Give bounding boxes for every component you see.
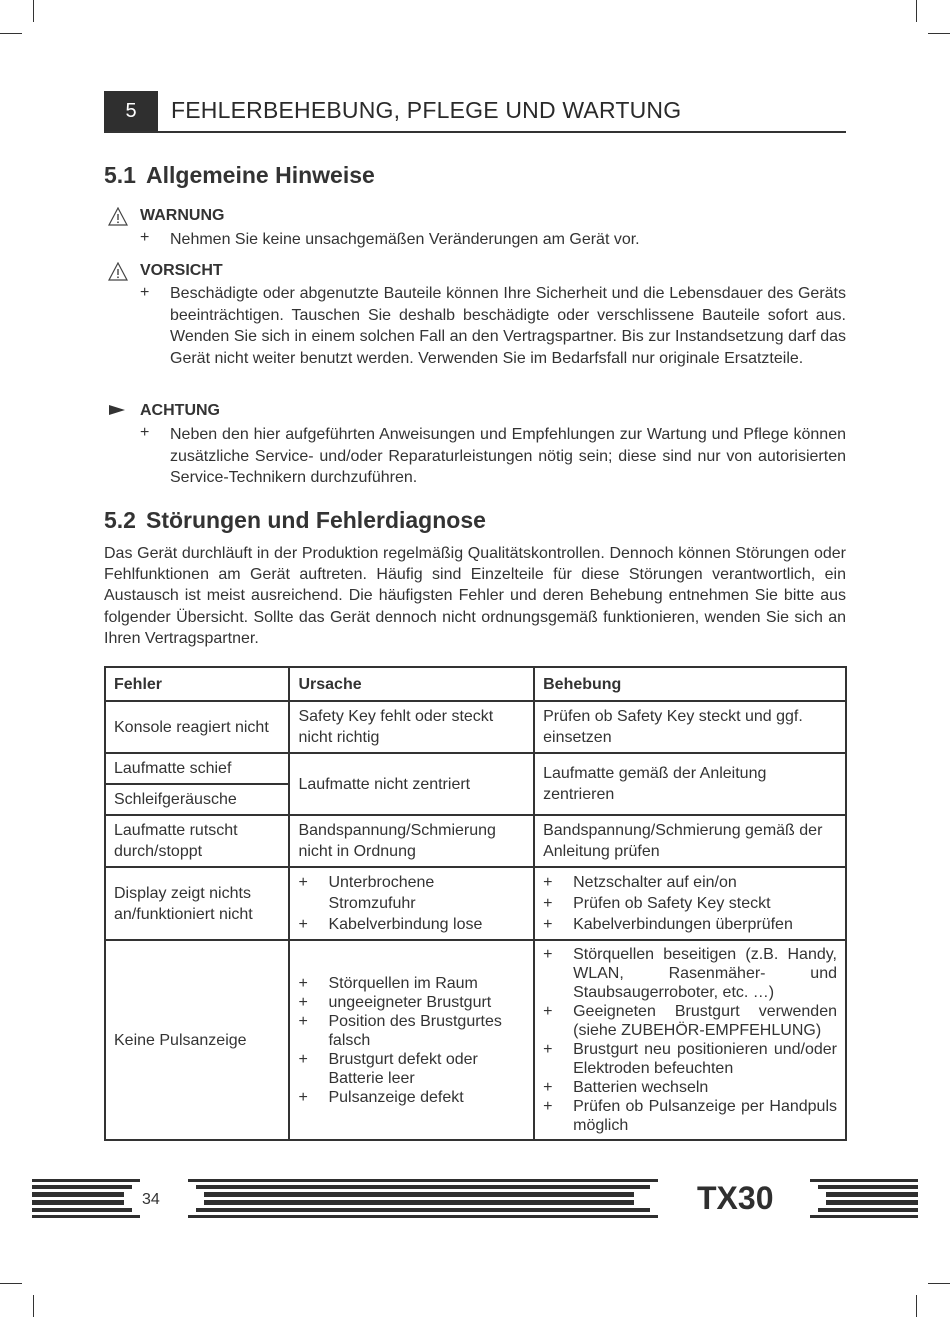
list-item: + Netzschalter auf ein/on [543,872,837,893]
crop-mark [0,33,22,34]
section-number: 5.2 [104,507,136,533]
page-number: 34 [142,1191,160,1208]
table-cell [534,940,846,1140]
table-cell: Laufmatte gemäß der Anleitung zentrieren [534,753,846,815]
list-item: + Brustgurt defekt oder Batterie leer [298,1050,525,1088]
warning-text: Nehmen Sie keine unsachgemäßen Veränderungen am Gerät vor. [170,231,640,248]
section-heading [104,507,486,534]
list-item: + Kabelverbindung lose [298,914,525,935]
table-row [105,701,846,753]
table-cell: Display zeigt nichts an/funktioniert nicht [105,867,289,940]
section-number: 5.1 [104,162,136,188]
list-item: + ungeeigneter Brustgurt [298,993,525,1012]
crop-mark [916,0,917,22]
table-cell: Bandspannung/Schmierung gemäß der Anleitung prüfen [534,815,846,867]
table-cell: Keine Pulsanzeige [105,940,289,1140]
list-item: + Brustgurt neu positionieren und/oder Elektroden befeuchten [543,1040,837,1078]
table-cell: Laufmatte schief [105,753,289,784]
model-name: TX30 [697,1180,774,1216]
table-row [105,940,846,1140]
intro-paragraph: Das Gerät durchläuft in der Produktion regelmäßig Qualitätskontrollen. Dennoch können Störungen oder Fehlfunktionen am Gerät auftreten. Häufig sind Einzelteile für diese Störungen verantwortlich, ein Austausch ist meist ausreichend. Die häufigsten Fehler und deren Behebung entnehmen Sie bitte aus folgender Übersicht. Sollte das Gerät dennoch nicht ordnungsgemäß funktionieren, wenden Sie sich an Ihren Vertragspartner. [104,545,846,647]
caution-text: Beschädigte oder abgenutzte Bauteile können Ihre Sicherheit und die Lebensdauer des Geräts beeinträchtigen. Tauschen Sie deshalb beschädigte oder verschlissene Bauteile sofort aus. Wenden Sie sich in einem solchen Fall an den Vertragspartner. Bis zur Instandsetzung darf das Gerät nicht weiter benutzt werden. Verwenden Sie im Bedarfsfall nur originale Ersatzteile. [170,285,846,367]
chapter-title: FEHLERBEHEBUNG, PFLEGE UND WARTUNG [171,97,682,123]
list-item: + Prüfen ob Safety Key steckt [543,893,837,914]
column-header: Fehler [105,667,289,701]
table-cell: Bandspannung/Schmierung nicht in Ordnung [289,815,534,867]
list-item: + Prüfen ob Pulsanzeige per Handpuls möglich [543,1097,837,1135]
list-item: + Kabelverbindungen überprüfen [543,914,837,935]
list-item: + Geeigneten Brustgurt verwenden (siehe ZUBEHÖR-EMPFEHLUNG) [543,1002,837,1040]
table-cell [534,867,846,940]
column-header: Ursache [289,667,534,701]
crop-mark [0,1283,22,1284]
table-row [105,867,846,940]
cause-list [298,872,525,935]
fault-table [104,666,847,1141]
list-item: + Pulsanzeige defekt [298,1088,525,1107]
warning-triangle-icon [108,207,128,231]
crop-mark [916,1295,917,1317]
table-row [105,815,846,867]
section-title: Allgemeine Hinweise [146,162,375,188]
list-item: + Störquellen im Raum [298,974,525,993]
bullet-plus: + [140,424,150,441]
bullet-plus: + [140,229,150,246]
crop-mark [33,0,34,22]
table-cell: Safety Key fehlt oder steckt nicht richtig [289,701,534,753]
crop-mark [928,1283,950,1284]
chapter-header [104,91,846,133]
table-cell: Konsole reagiert nicht [105,701,289,753]
crop-mark [928,33,950,34]
bullet-plus: + [140,284,150,301]
table-cell [289,940,534,1140]
warning-triangle-icon [108,262,128,286]
list-item: + Batterien wechseln [543,1078,837,1097]
attention-title: ACHTUNG [140,402,220,419]
cause-list [298,974,525,1107]
warning-title: WARNUNG [140,207,225,224]
table-header-row [105,667,846,701]
list-item: + Position des Brustgurtes falsch [298,1012,525,1050]
attention-text: Neben den hier aufgeführten Anweisungen und Empfehlungen zur Wartung und Pflege können zusätzliche Service- und/oder Reparaturleistungen nötig sein; diese sind nur von autorisierten Service-Technikern durchzuführen. [170,426,846,487]
chapter-number: 5 [104,91,158,131]
table-row [105,753,846,784]
section-heading [104,162,375,189]
table-cell: Prüfen ob Safety Key steckt und ggf. einsetzen [534,701,846,753]
column-header: Behebung [534,667,846,701]
list-item: + Unterbrochene Stromzufuhr [298,872,525,914]
crop-mark [33,1295,34,1317]
table-cell: Schleifgeräusche [105,784,289,815]
flag-arrow-icon [108,403,126,421]
caution-title: VORSICHT [140,262,223,279]
table-cell [289,867,534,940]
section-title: Störungen und Fehlerdiagnose [146,507,486,533]
table-cell: Laufmatte nicht zentriert [289,753,534,815]
list-item: + Störquellen beseitigen (z.B. Handy, WLAN, Rasenmäher- und Staubsaugerroboter, etc. …) [543,945,837,1002]
table-cell: Laufmatte rutscht durch/stoppt [105,815,289,867]
remedy-list [543,945,837,1135]
remedy-list [543,872,837,935]
